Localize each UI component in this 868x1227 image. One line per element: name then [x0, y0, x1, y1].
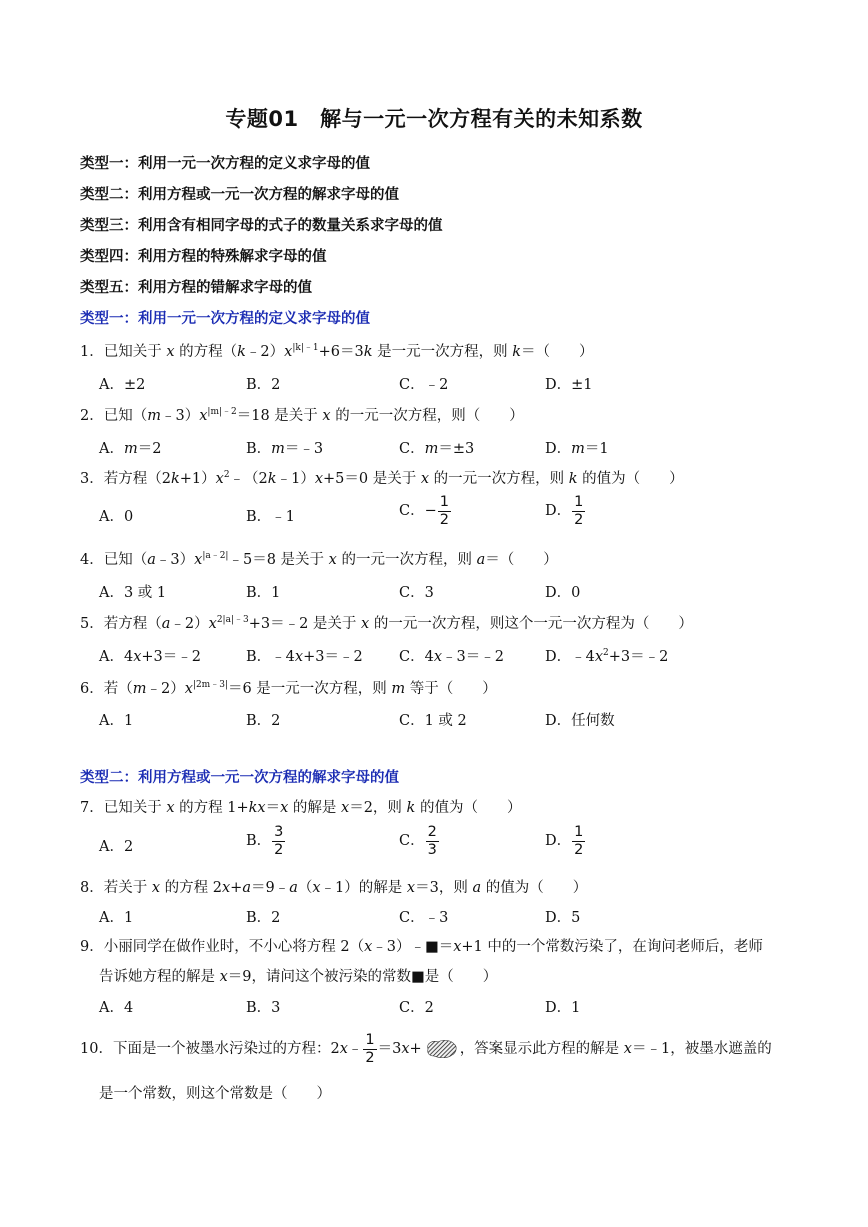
question-7: 7．已知关于 x 的方程 1+kx＝x 的解是 x＝2，则 k 的值为（ ）	[80, 800, 522, 816]
q4-option-d: D．0	[545, 585, 581, 601]
q6-option-b: B．2	[246, 713, 281, 729]
question-9: 9．小丽同学在做作业时，不小心将方程 2（x﹣3）﹣■＝x+1 中的一个常数污染了，在询问老师后，老师	[80, 939, 763, 955]
question-9-line-2: 告诉她方程的解是 x＝9，请问这个被污染的常数■是（ ）	[99, 969, 498, 985]
q5-option-d: D．$﹣4x^2+3=﹣2$	[545, 648, 669, 665]
q1-option-a: A．±2	[99, 377, 146, 393]
q9-option-b: B．3	[246, 1000, 281, 1016]
q3-option-d: D． $\frac{1}{2}$	[545, 494, 584, 528]
q9-option-d: D．1	[545, 1000, 581, 1016]
q5-option-a: A．4x+3＝﹣2	[99, 649, 201, 665]
outline-item-2: 类型二：利用方程或一元一次方程的解求字母的值	[80, 187, 399, 203]
q2-option-a: A．m＝2	[99, 441, 162, 457]
q1-option-b: B．2	[246, 377, 281, 393]
q8-option-c: C．﹣3	[399, 910, 449, 926]
q1-option-d: D．±1	[545, 377, 593, 393]
question-6: 6．若$(m﹣2)x^{|2m﹣3|}=6$ 是一元一次方程，则 m 等于（ ）	[80, 680, 497, 697]
q8-option-a: A．1	[99, 910, 134, 926]
q2-option-d: D．m＝1	[545, 441, 609, 457]
question-8: 8．若关于 x 的方程 2x+a＝9﹣a（x﹣1）的解是 x＝3，则 a 的值为（ ）	[80, 880, 588, 896]
q5-option-c: C．4x﹣3＝﹣2	[399, 649, 504, 665]
question-5: 5．若方程$(a﹣2)x^{2|a|﹣3}+3=﹣2$ 是关于 x 的一元一次方程，则这个一元一次方程为（ ）	[80, 615, 693, 632]
q9-option-c: C．2	[399, 1000, 434, 1016]
q3-option-a: A．0	[99, 509, 134, 525]
q6-option-c: C．1 或 2	[399, 713, 467, 729]
q4-option-a: A．3 或 1	[99, 585, 167, 601]
outline-item-1: 类型一：利用一元一次方程的定义求字母的值	[80, 156, 370, 172]
q7-option-b: B． $\frac{3}{2}$	[246, 824, 284, 858]
q3-option-b: B．﹣1	[246, 509, 295, 525]
outline-item-3: 类型三：利用含有相同字母的式子的数量关系求字母的值	[80, 218, 443, 234]
question-10: 10．下面是一个被墨水污染过的方程：2x﹣ $\frac{1}{2}$ ＝3x+ ，答案显示此方程的解是 x＝﹣1，被墨水遮盖的	[80, 1032, 772, 1066]
page-title: 专题01 解与一元一次方程有关的未知系数	[225, 107, 643, 131]
q1-option-c: C．﹣2	[399, 377, 449, 393]
section-heading-2: 类型二：利用方程或一元一次方程的解求字母的值	[80, 770, 399, 786]
q2-option-b: B．m＝﹣3	[246, 441, 324, 457]
section-heading-1: 类型一：利用一元一次方程的定义求字母的值	[80, 311, 370, 327]
q6-option-a: A．1	[99, 713, 134, 729]
question-3: 3．若方程$(2k+1)x^2﹣(2k﹣1)x+5=0$ 是关于 x 的一元一次方程，则 k 的值为（ ）	[80, 470, 684, 487]
q6-option-d: D．任何数	[545, 713, 615, 729]
question-4: 4．已知$(a﹣3)x^{|a﹣2|}﹣5=8$ 是关于 x 的一元一次方程，则 a＝（ ）	[80, 551, 558, 568]
q7-option-d: D． $\frac{1}{2}$	[545, 824, 584, 858]
q3-option-c: C．− $\frac{1}{2}$	[399, 494, 449, 528]
q4-option-b: B．1	[246, 585, 281, 601]
question-1: 1．已知关于 x 的方程$(k﹣2)x^{|k|﹣1}+6=3k$ 是一元一次方程，则 k＝（ ）	[80, 343, 594, 360]
q5-option-b: B．﹣4x+3＝﹣2	[246, 649, 363, 665]
q7-option-a: A．2	[99, 839, 134, 855]
q2-option-c: C．m＝±3	[399, 441, 475, 457]
question-2: 2．已知$(m﹣3)x^{|m|﹣2}=18$ 是关于 x 的一元一次方程，则（ ）	[80, 407, 524, 424]
q8-option-d: D．5	[545, 910, 581, 926]
question-10-line-2: 是一个常数，则这个常数是（ ）	[99, 1086, 331, 1102]
outline-item-4: 类型四：利用方程的特殊解求字母的值	[80, 249, 327, 265]
q7-option-c: C． $\frac{2}{3}$	[399, 824, 437, 858]
outline-item-5: 类型五：利用方程的错解求字母的值	[80, 280, 312, 296]
q8-option-b: B．2	[246, 910, 281, 926]
ink-blot-icon	[424, 1039, 458, 1059]
q4-option-c: C．3	[399, 585, 434, 601]
q9-option-a: A．4	[99, 1000, 134, 1016]
